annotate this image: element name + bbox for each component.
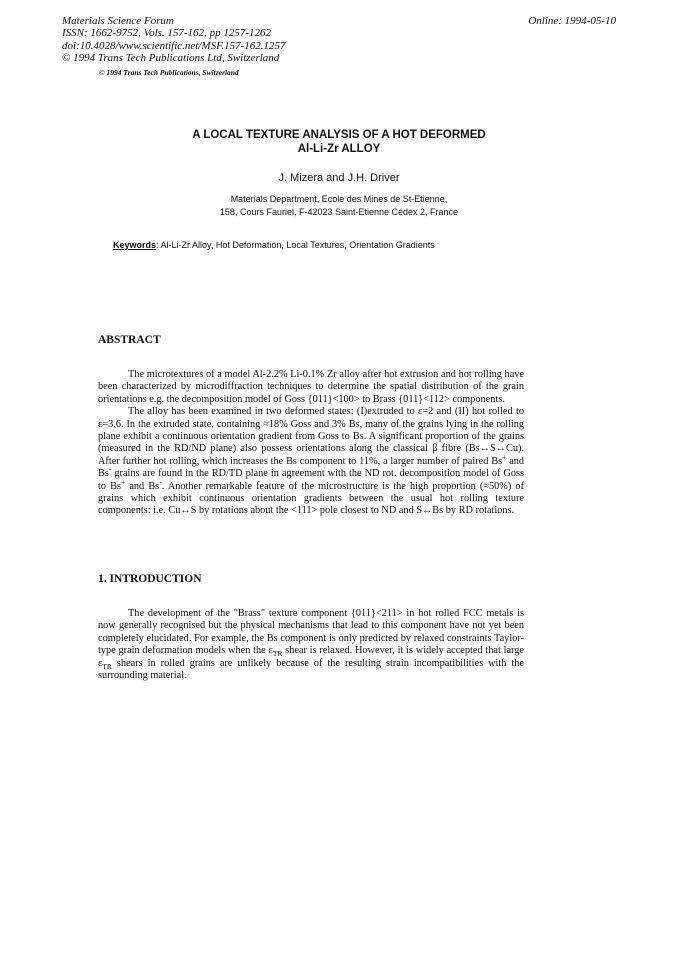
abstract-heading: ABSTRACT bbox=[98, 334, 161, 346]
doi-link[interactable]: doi:10.4028/www.scientific.net/MSF.157-162.1257 bbox=[62, 39, 286, 52]
keywords-label: Keywords bbox=[113, 240, 157, 250]
issn-line: ISSN: 1662-9752, Vols. 157-162, pp 1257-1262 bbox=[62, 27, 271, 40]
paper-title bbox=[0, 128, 678, 156]
title-line-2: Al-Li-Zr ALLOY bbox=[297, 143, 381, 155]
keywords bbox=[113, 240, 435, 250]
affiliation-line-2: 158, Cours Fauriel, F-42023 Saint-Etienne Cédex 2, France bbox=[219, 206, 459, 217]
affiliation-line-1: Materials Department, Ecole des Mines de St-Etienne, bbox=[230, 194, 448, 204]
introduction-heading: 1. INTRODUCTION bbox=[98, 573, 202, 585]
copyright-line: © 1994 Trans Tech Publications Ltd, Switzerland bbox=[62, 52, 280, 65]
keywords-text: : Al-Li-Zr Alloy, Hot Deformation, Local Textures, Orientation Gradients bbox=[156, 240, 435, 250]
affiliation bbox=[0, 193, 678, 218]
title-line-1: A LOCAL TEXTURE ANALYSIS OF A HOT DEFORMED bbox=[192, 129, 486, 141]
introduction-body bbox=[98, 608, 524, 682]
abstract-paragraph-2: The alloy has been examined in two deformed states: (I)extruded to ε=2 and (II) hot rolled to ε=3.6. In the extruded state, containing ≈18% Goss and 3% Bs, many of the grains lying in the rolling plane exhibit a continuous orientation gradient from Goss to Bs. A significant proportion of the grains (measured in the RD/ND plane) also possess orientations along the classical β fibre (Bs↔S↔Cu). After further hot rolling, which increases the Bs component to 11%, a larger number of paired Bs+ and Bs- grains are found in the RD/TD plane in agreement with the ND rot. decomposition model of Goss to Bs+ and Bs-. Another remarkable feature of the microstructure is the high proportion (≈50%) of grains which exhibit continuous orientation gradients between the usual hot rolling texture components: i.e. Cu↔S by rotations about the <111> pole closest to ND and S↔Bs by RD rotations. bbox=[98, 406, 524, 517]
online-date: Online: 1994-05-10 bbox=[528, 15, 616, 27]
abstract-paragraph-1: The microtextures of a model Al-2.2% Li-0.1% Zr alloy after hot extrusion and hot rolling have been characterized by microdiffraction techniques to determine the spatial distribution of the grain orientations e.g. the decomposition model of Goss {011}<100> to Brass {011}<112> components. bbox=[98, 369, 524, 405]
authors: J. Mizera and J.H. Driver bbox=[278, 172, 400, 184]
copyright-small: © 1994 Trans Tech Publications, Switzerland bbox=[99, 68, 239, 77]
abstract-body bbox=[98, 369, 524, 518]
journal-name: Materials Science Forum bbox=[62, 15, 174, 27]
introduction-paragraph-1: The development of the "Brass" texture component {011}<211> in hot rolled FCC metals is now generally recognised but the physical mechanisms that lead to this component have not yet been completely elucidated. For example, the Bs component is only predicted by relaxed constraints Taylor-type grain deformation models when the $\varepsilon_{TR}$ shear is relaxed. However, it is widely accepted that large $\varepsilon_{TR}$ shears in rolled grains are unlikely because of the resulting strain incompatibilities with the surrounding material. bbox=[98, 608, 524, 682]
